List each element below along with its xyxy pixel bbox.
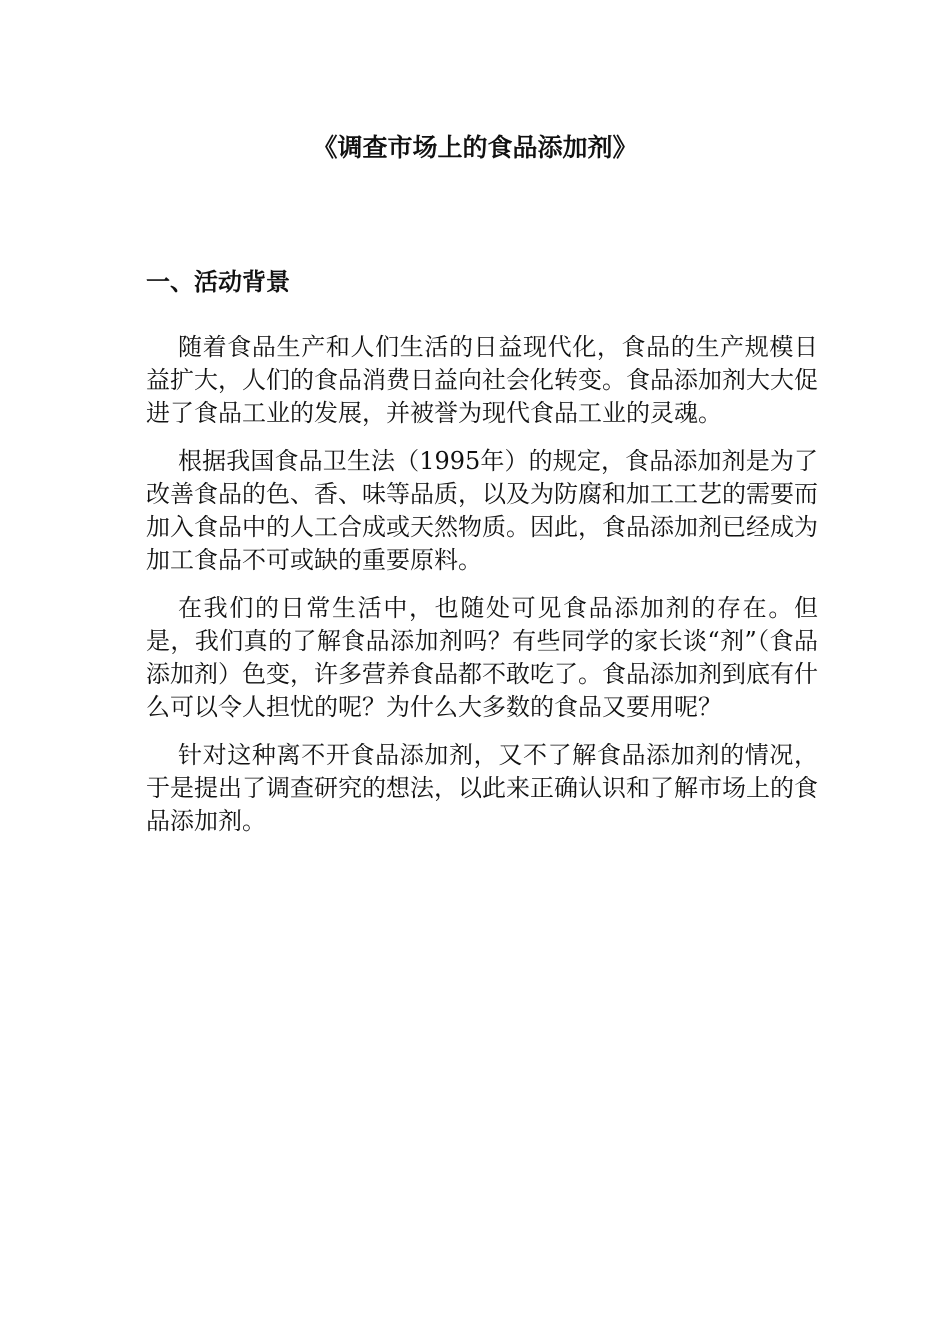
paragraph-2: 根据我国食品卫生法（1995年）的规定，食品添加剂是为了改善食品的色、香、味等品质，以及为防腐和加工工艺的需要而加入食品中的人工合成或天然物质。因此，食品添加剂已经成为加工食品不可或缺的重要原料。	[146, 447, 818, 574]
paragraph-1: 随着食品生产和人们生活的日益现代化，食品的生产规模日益扩大，人们的食品消费日益向社会化转变。食品添加剂大大促进了食品工业的发展，并被誉为现代食品工业的灵魂。	[146, 333, 818, 427]
section-heading-activity-background: 一、活动背景	[146, 268, 290, 296]
document-body	[146, 331, 818, 853]
paragraph-4: 针对这种离不开食品添加剂，又不了解食品添加剂的情况，于是提出了调查研究的想法，以此来正确认识和了解市场上的食品添加剂。	[146, 741, 818, 835]
paragraph-3: 在我们的日常生活中，也随处可见食品添加剂的存在。但是，我们真的了解食品添加剂吗？有些同学的家长谈“剂”（食品添加剂）色变，许多营养食品都不敢吃了。食品添加剂到底有什么可以令人担忧的呢？为什么大多数的食品又要用呢？	[146, 594, 818, 721]
document-title: 《调查市场上的食品添加剂》	[312, 133, 638, 162]
